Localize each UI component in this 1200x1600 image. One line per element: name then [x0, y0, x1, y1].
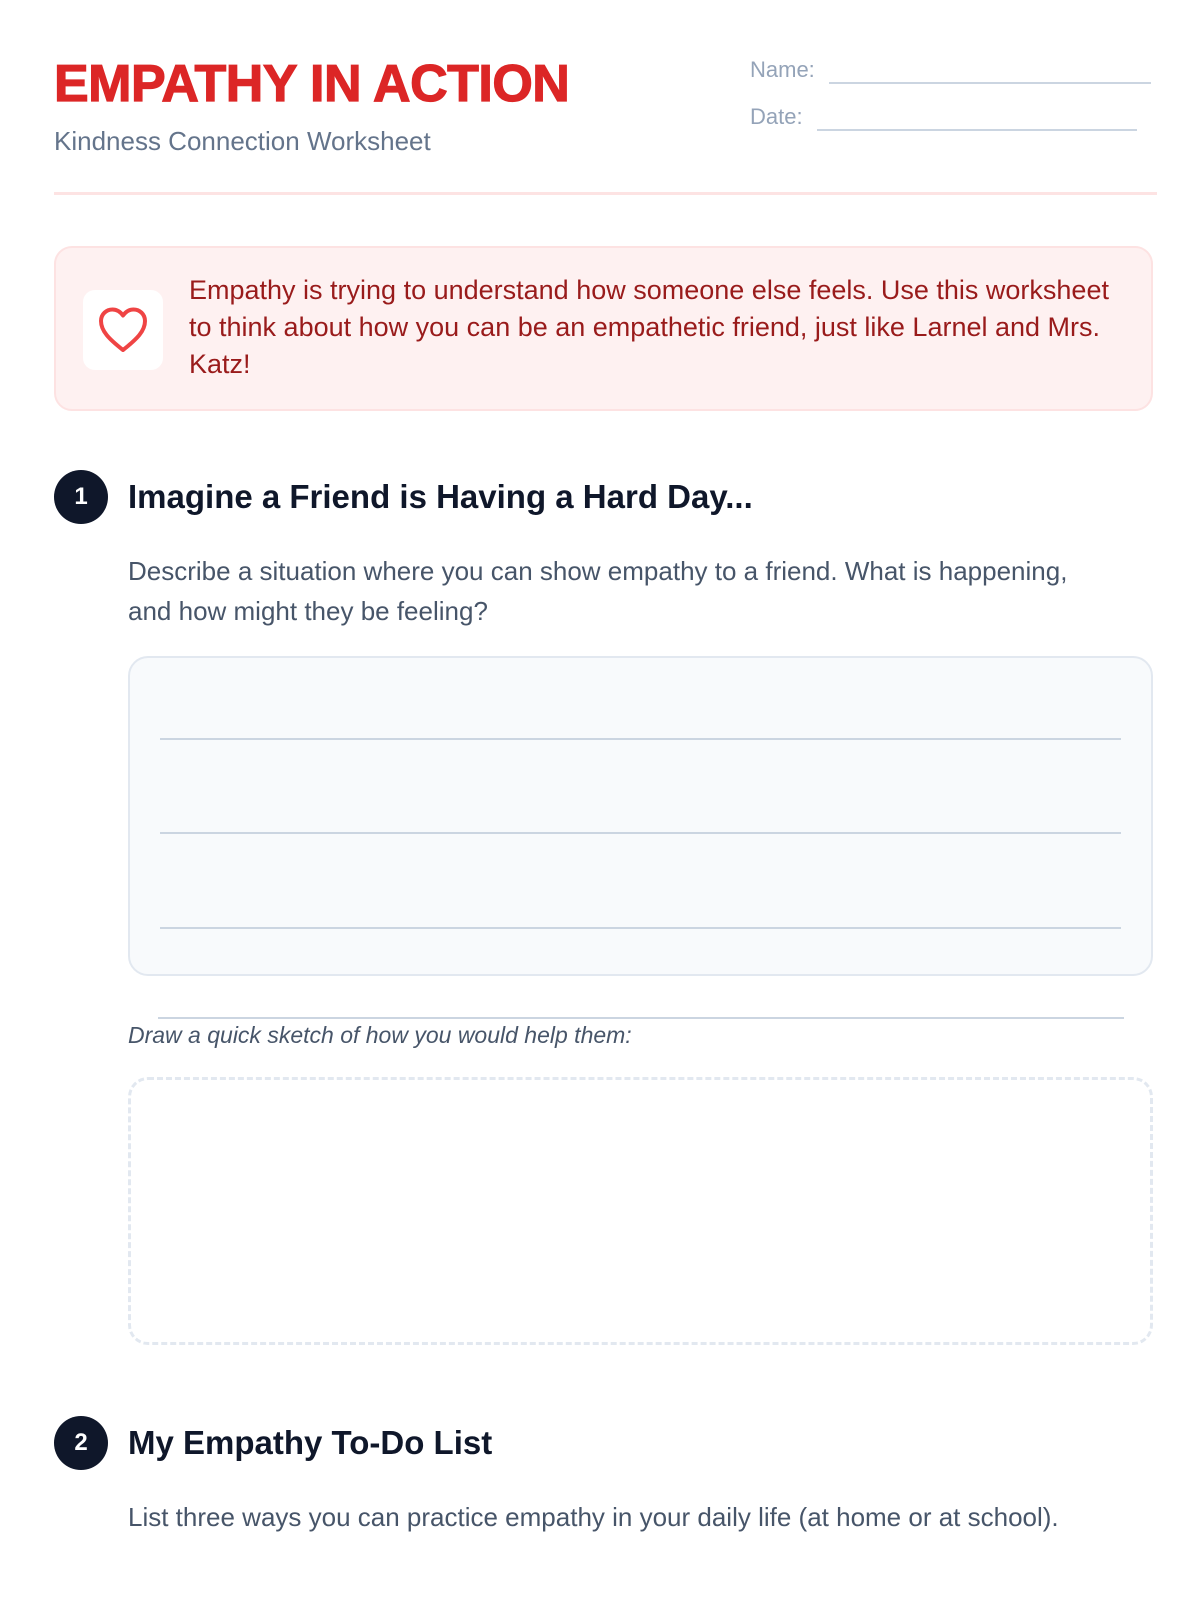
writing-line	[160, 927, 1121, 929]
section-2-heading	[54, 1416, 492, 1470]
sketch-prompt: Draw a quick sketch of how you would help them:	[128, 1022, 632, 1048]
intro-text: Empathy is trying to understand how someone else feels. Use this worksheet to think about how you can be an empathetic friend, just like Larnel and Mrs. Katz!	[189, 275, 1109, 379]
worksheet-header	[54, 0, 1157, 195]
date-input-line[interactable]	[817, 111, 1137, 131]
sketch-area[interactable]	[128, 1077, 1153, 1345]
date-label: Date:	[750, 104, 803, 129]
name-label: Name:	[750, 57, 815, 82]
name-field[interactable]	[750, 56, 1151, 84]
intro-callout	[54, 246, 1153, 411]
writing-line	[160, 832, 1121, 834]
writing-line	[160, 738, 1121, 740]
section-2-description: List three ways you can practice empathy in your daily life (at home or at school).	[128, 1502, 1059, 1532]
section-title: My Empathy To-Do List	[128, 1424, 493, 1461]
section-title: Imagine a Friend is Having a Hard Day...	[128, 478, 753, 515]
writing-line	[158, 1017, 1124, 1019]
date-field[interactable]	[750, 103, 1137, 131]
name-input-line[interactable]	[829, 64, 1151, 84]
page-title: EMPATHY IN ACTION	[54, 55, 570, 113]
writing-answer-box[interactable]	[128, 656, 1153, 976]
section-number-badge: 2	[54, 1416, 108, 1470]
worksheet-page	[54, 0, 1157, 1532]
section-1-heading	[54, 470, 753, 524]
page-subtitle: Kindness Connection Worksheet	[54, 126, 431, 156]
heart-icon	[83, 290, 163, 370]
section-number-badge: 1	[54, 470, 108, 524]
section-1-description: Describe a situation where you can show empathy to a friend. What is happening, and how might they be feeling?	[128, 556, 1068, 626]
